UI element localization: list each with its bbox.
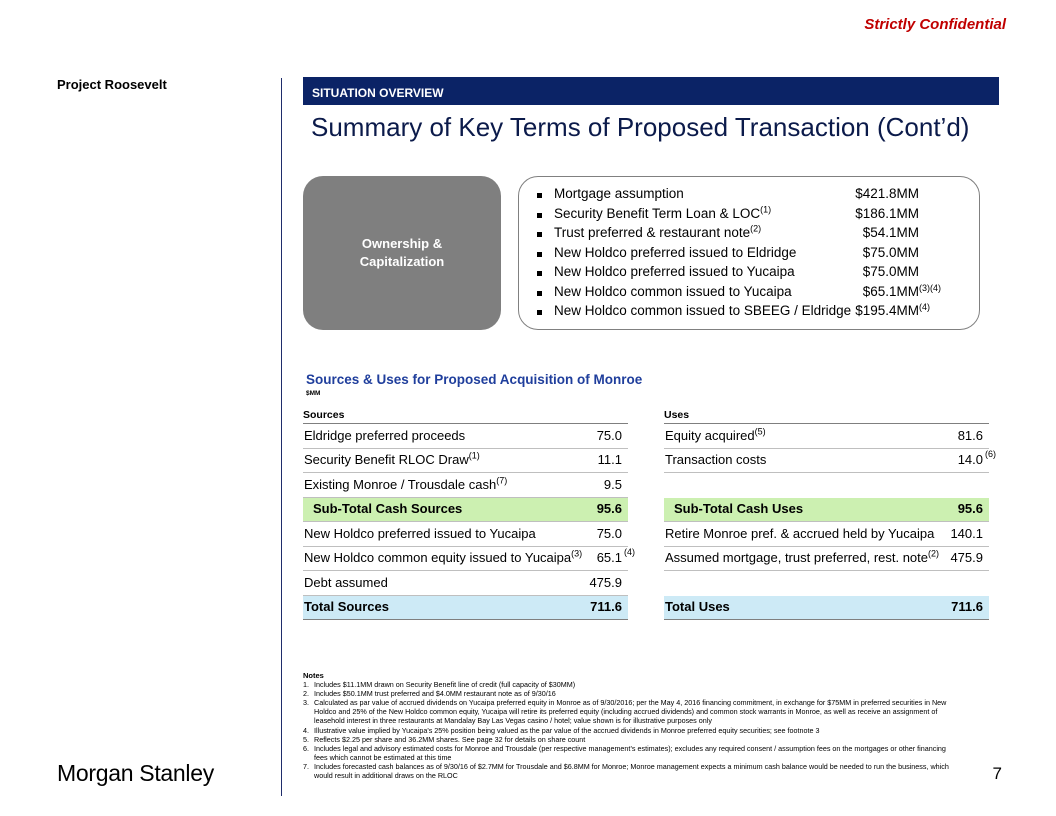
sources-subtotal-row [303,498,628,523]
blank-row [664,571,989,596]
row-value-text: 65.1 [596,550,622,565]
row-value: 65.1 (4) [596,547,635,565]
row-value-text: 11.1 [597,452,622,467]
page-title: Summary of Key Terms of Proposed Transaction (Cont’d) [311,112,970,142]
sources-uses-unit: $MM [306,390,321,397]
row-value [598,452,622,467]
term-label [554,186,684,201]
bullet-icon [537,213,542,218]
note-number: 3. [303,698,309,708]
note-number: 4. [303,725,309,735]
row-label-text: Assumed mortgage, trust preferred, rest. note [665,550,929,565]
bullet-icon [537,193,542,198]
note-item [303,680,953,689]
row-label [665,452,766,467]
term-value [863,225,919,240]
term-value [863,264,919,279]
bullet-icon [537,291,542,296]
term-value [855,206,919,221]
term-label-text: New Holdco common issued to Yucaipa [554,283,792,299]
term-value-text: $54.1MM [862,225,919,240]
term-label [554,206,771,221]
table-row [664,522,989,547]
section-title: SITUATION OVERVIEW [312,86,444,100]
uses-table [664,405,996,620]
row-value [950,526,983,541]
note-number: 1. [303,680,309,690]
note-number: 5. [303,734,309,744]
row-label [665,526,934,541]
bullet-icon [537,271,542,276]
term-row [537,225,979,245]
footnote-ref: (2) [928,548,940,559]
total-label: Total Uses [665,599,730,614]
row-label [304,526,536,541]
row-label-text: New Holdco preferred issued to Yucaipa [304,525,536,541]
note-number: 2. [303,689,309,699]
note-text: Illustrative value implied by Yucaipa's 25% position being valued as the par value of the accrued dividends in Monroe preferred equity securities; see footnote 3 [314,725,820,735]
term-label-text: New Holdco preferred issued to Eldridge [554,244,797,260]
row-value [597,526,622,541]
note-item [303,698,953,725]
term-row [537,206,979,226]
note-text: Includes $11.1MM drawn on Security Benefit line of credit (full capacity of $30MM) [314,680,576,690]
term-value-text: $421.8MM [855,186,919,201]
row-label-text: Transaction costs [665,452,767,467]
project-name: Project Roosevelt [57,77,167,92]
page-number: 7 [992,764,1002,783]
subtotal-value: 95.6 [596,501,622,516]
uses-subtotal-row [664,498,989,523]
notes-section [303,671,953,780]
row-value-text: 475.9 [950,550,983,565]
term-label [554,264,795,279]
morgan-stanley-logo: Morgan Stanley [57,760,214,786]
term-value-text: $186.1MM [855,205,919,221]
note-text: Reflects $2.25 per share and 36.2MM shares. See page 32 for details on share count [314,734,586,744]
term-label [554,245,796,260]
note-item [303,689,953,698]
row-value-text: 75.0 [596,427,622,443]
note-item [303,726,953,735]
footnote-ref: (1) [760,204,772,214]
row-value [950,550,983,565]
row-value-text: 81.6 [957,427,983,443]
row-label-text: Security Benefit RLOC Draw [304,452,469,467]
row-label [665,428,766,443]
note-item [303,744,953,762]
blank-row [664,473,989,498]
row-label [304,428,465,443]
row-label-text: Retire Monroe pref. & accrued held by Yucaipa [665,525,935,541]
term-label-text: New Holdco common issued to SBEEG / Eldridge [554,303,852,318]
row-value-text: 140.1 [950,525,983,541]
total-value: 711.6 [590,599,622,614]
table-row [303,473,628,498]
term-row [537,303,979,323]
footnote-ref: (7) [496,475,508,486]
term-value-text: $65.1MM [862,283,919,299]
row-label-text: Existing Monroe / Trousdale cash [304,476,497,492]
term-value-text: $75.0MM [862,264,919,279]
term-row [537,264,979,284]
term-value: $65.1MM (3)(4) [862,282,941,299]
note-number: 6. [303,743,309,753]
row-value [597,428,622,443]
subtotal-value: 95.6 [957,501,983,516]
row-label [304,550,582,565]
row-value [958,428,983,443]
term-value [863,245,919,260]
sources-table [303,405,635,620]
ownership-capitalization-box [303,176,501,330]
row-label [304,477,507,492]
row-value [604,477,622,492]
vertical-divider [281,78,282,796]
row-value: 14.0 (6) [957,449,996,467]
bullet-icon [537,310,542,315]
note-text: Calculated as par value of accrued dividends on Yucaipa preferred equity in Monroe as of 9/30/2016; per the May 4, 2016 financing commitment, in exchange for $75MM in preferred securities in New Holdco and 25% of the New Holdco common equity, Yucaipa will retire its preferred equity (including accrued dividends) and common stock warrants in Monroe, as well as receive an assignment of leasehold interest in three restaurants at Mandalay Bay Las Vegas casino / hotel; value shown is for illustrative purposes only [314,698,947,726]
row-label-text: Equity acquired [665,427,755,443]
term-label-text: Security Benefit Term Loan & LOC [554,205,761,221]
term-label [554,225,761,240]
term-row [537,186,979,206]
term-label-text: Mortgage assumption [554,186,684,201]
note-item [303,735,953,744]
table-row [303,547,635,572]
footnote-ref: (2) [750,223,762,234]
sources-total-row [303,596,628,621]
row-label-text: New Holdco common equity issued to Yucaipa [304,550,572,565]
table-row [664,449,996,474]
term-label-text: Trust preferred & restaurant note [554,225,751,240]
row-label [304,575,388,590]
bullet-icon [537,232,542,237]
term-value-text: $195.4MM [855,303,919,318]
table-row [664,547,989,572]
total-value: 711.6 [951,599,983,614]
row-value-text: 14.0 [957,452,983,467]
row-label-text: Eldridge preferred proceeds [304,427,466,443]
uses-header: Uses [664,405,989,424]
row-value-text: 75.0 [596,525,622,541]
terms-box [518,176,980,330]
term-label [554,303,851,318]
table-row [303,571,628,596]
sources-uses-title: Sources & Uses for Proposed Acquisition of Monroe [306,372,643,387]
note-text: Includes $50.1MM trust preferred and $4.0MM restaurant note as of 9/30/16 [314,689,556,699]
table-row [664,424,989,449]
footnote-ref: (1) [468,450,480,461]
note-number: 7. [303,761,309,771]
ownership-label: Ownership & Capitalization [359,236,445,269]
footnote-ref: (5) [754,426,766,437]
table-row [303,449,628,474]
term-value: $195.4MM (4) [855,302,930,318]
footnote-ref: (3) [571,548,583,559]
sources-header: Sources [303,405,628,424]
term-value-text: $75.0MM [862,244,919,260]
row-label-text: Debt assumed [304,574,388,590]
term-label-text: New Holdco preferred issued to Yucaipa [554,264,795,279]
subtotal-label: Sub-Total Cash Uses [674,501,804,516]
note-item [303,762,953,780]
note-text: Includes legal and advisory estimated costs for Monroe and Trousdale (per respective management’s estimates); excludes any required consent / assumption fees on the mortgages or other financing fees which cannot be estimated at this time [314,743,946,762]
total-label: Total Sources [304,599,390,614]
table-row [303,424,628,449]
subtotal-label: Sub-Total Cash Sources [313,501,463,516]
term-value [855,186,919,201]
term-label [554,284,792,299]
row-value-text: 9.5 [603,476,622,492]
notes-heading: Notes [303,671,324,680]
row-value-text: 475.9 [589,574,622,590]
term-row [537,284,979,304]
table-row [303,522,628,547]
row-label [304,452,480,467]
bullet-icon [537,252,542,257]
term-row [537,245,979,265]
row-label [665,550,939,565]
note-text: Includes forecasted cash balances as of 9/30/16 of $2.7MM for Trousdale and $6.8MM for Monroe; Monroe management expects a minimum cash balance would be needed to run the business, which would result in additional draws on the RLOC [314,761,949,781]
row-value [589,575,622,590]
confidential-label: Strictly Confidential [864,16,1006,33]
section-header-bar [303,77,999,105]
uses-total-row [664,596,989,621]
